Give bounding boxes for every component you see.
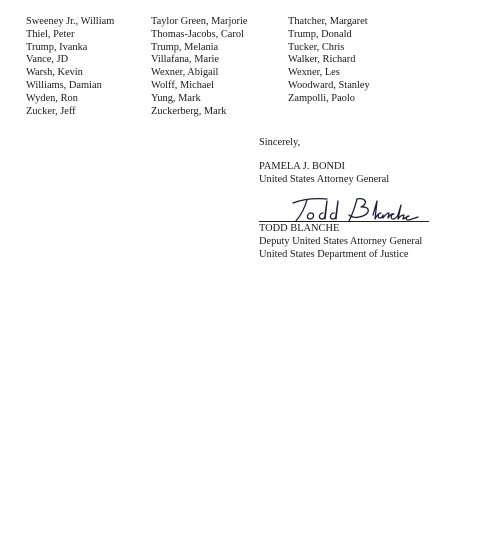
names-column-2: [151, 16, 248, 118]
name-entry: Zampolli, Paolo: [288, 92, 355, 104]
name-entry: Trump, Ivanka: [26, 41, 88, 53]
name-entry: Wyden, Ron: [26, 92, 78, 104]
name-entry: Williams, Damian: [26, 79, 102, 91]
name-entry: Wexner, Abigail: [151, 67, 219, 79]
signer-name: TODD BLANCHE: [259, 223, 340, 234]
name-entry: Sweeney Jr., William: [26, 16, 115, 27]
signer-title: United States Attorney General: [259, 173, 390, 185]
signer-name: PAMELA J. BONDI: [259, 161, 345, 172]
name-entry: Villafana, Marie: [151, 54, 220, 66]
name-entry: Walker, Richard: [288, 54, 356, 66]
name-entry: Thatcher, Margaret: [288, 16, 368, 27]
name-entry: Tucker, Chris: [288, 41, 345, 53]
closing-salutation: Sincerely,: [259, 137, 301, 148]
signer-block-bondi: [259, 161, 389, 187]
signature-line: [259, 221, 429, 222]
name-entry: Warsh, Kevin: [26, 67, 83, 79]
name-entry: Thomas-Jacobs, Carol: [151, 28, 244, 40]
name-entry: Taylor Green, Marjorie: [151, 16, 248, 27]
name-entry: Trump, Donald: [288, 28, 352, 40]
name-entry: Trump, Melania: [151, 41, 219, 53]
name-entry: Thiel, Peter: [26, 28, 75, 40]
name-entry: Woodward, Stanley: [288, 79, 370, 91]
name-entry: Zucker, Jeff: [26, 105, 76, 117]
names-column-1: [26, 16, 114, 118]
names-column-3: [288, 16, 370, 106]
signer-department: United States Department of Justice: [259, 248, 409, 260]
name-entry: Yung, Mark: [151, 92, 201, 104]
signer-title: Deputy United States Attorney General: [259, 235, 423, 247]
name-entry: Zuckerberg, Mark: [151, 105, 227, 117]
name-entry: Wolff, Michael: [151, 79, 215, 91]
name-entry: Vance, JD: [26, 54, 69, 66]
name-entry: Wexner, Les: [288, 67, 340, 79]
signer-block-blanche: [259, 223, 422, 261]
